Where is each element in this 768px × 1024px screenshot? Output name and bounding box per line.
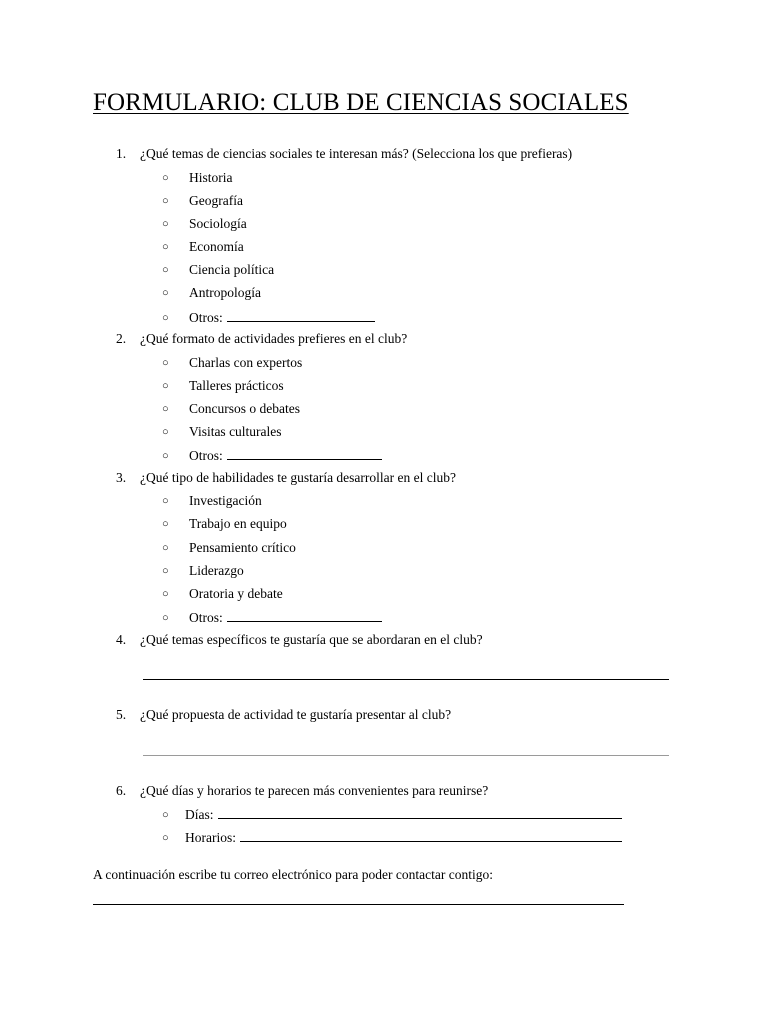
circle-bullet-icon[interactable]: ○: [162, 264, 169, 276]
option-otros-2[interactable]: [162, 446, 382, 466]
option-charlas[interactable]: [162, 354, 302, 373]
question-5: [116, 706, 451, 724]
circle-bullet-icon[interactable]: ○: [162, 450, 169, 462]
answer-line-4[interactable]: [143, 679, 669, 680]
circle-bullet-icon[interactable]: ○: [162, 612, 169, 624]
option-label: Talleres prácticos: [189, 378, 284, 393]
option-label: Otros:: [189, 610, 223, 625]
question-text: ¿Qué propuesta de actividad te gustaría presentar al club?: [140, 707, 452, 722]
circle-bullet-icon[interactable]: ○: [162, 495, 169, 507]
email-prompt: A continuación escribe tu correo electrónico para poder contactar contigo:: [93, 867, 493, 882]
option-label: Antropología: [189, 285, 261, 300]
circle-bullet-icon[interactable]: ○: [162, 195, 169, 207]
circle-bullet-icon[interactable]: ○: [162, 426, 169, 438]
option-label: Trabajo en equipo: [189, 516, 287, 531]
option-label: Charlas con expertos: [189, 355, 303, 370]
option-label: Sociología: [189, 216, 247, 231]
question-3: [116, 469, 456, 487]
circle-bullet-icon: ○: [162, 809, 169, 821]
question-number: 6.: [116, 783, 127, 798]
question-number: 5.: [116, 707, 127, 722]
question-4: [116, 631, 483, 649]
question-number: 1.: [116, 146, 127, 161]
option-label: Historia: [189, 170, 233, 185]
question-number: 2.: [116, 331, 127, 346]
circle-bullet-icon[interactable]: ○: [162, 172, 169, 184]
option-dias: [162, 805, 622, 825]
circle-bullet-icon[interactable]: ○: [162, 287, 169, 299]
option-antropologia[interactable]: [162, 284, 261, 303]
circle-bullet-icon[interactable]: ○: [162, 565, 169, 577]
circle-bullet-icon[interactable]: ○: [162, 588, 169, 600]
option-label: Otros:: [189, 310, 223, 325]
option-label: Liderazgo: [189, 563, 244, 578]
question-text: ¿Qué tipo de habilidades te gustaría desarrollar en el club?: [140, 470, 456, 485]
option-concursos[interactable]: [162, 400, 300, 419]
option-label: Ciencia política: [189, 262, 275, 277]
option-historia[interactable]: [162, 169, 233, 188]
option-pensamiento-critico[interactable]: [162, 539, 296, 558]
dias-blank-field[interactable]: [218, 805, 622, 819]
option-label: Concursos o debates: [189, 401, 300, 416]
question-number: 3.: [116, 470, 127, 485]
option-investigacion[interactable]: [162, 492, 262, 511]
question-1: [116, 145, 572, 163]
question-2: [116, 330, 407, 348]
option-trabajo-equipo[interactable]: [162, 515, 287, 534]
option-sociologia[interactable]: [162, 215, 247, 234]
question-text: ¿Qué formato de actividades prefieres en el club?: [140, 331, 408, 346]
option-otros-1[interactable]: [162, 308, 375, 328]
question-text: ¿Qué días y horarios te parecen más convenientes para reunirse?: [140, 783, 489, 798]
otros-blank-field[interactable]: [227, 446, 382, 460]
circle-bullet-icon[interactable]: ○: [162, 518, 169, 530]
form-title: FORMULARIO: CLUB DE CIENCIAS SOCIALES: [93, 89, 629, 116]
question-number: 4.: [116, 632, 127, 647]
option-visitas[interactable]: [162, 423, 282, 442]
circle-bullet-icon[interactable]: ○: [162, 218, 169, 230]
circle-bullet-icon[interactable]: ○: [162, 241, 169, 253]
option-label: Economía: [189, 239, 244, 254]
option-label: Geografía: [189, 193, 243, 208]
option-label: Visitas culturales: [189, 424, 282, 439]
circle-bullet-icon[interactable]: ○: [162, 403, 169, 415]
option-oratoria[interactable]: [162, 585, 283, 604]
otros-blank-field[interactable]: [227, 308, 375, 322]
circle-bullet-icon[interactable]: ○: [162, 542, 169, 554]
horarios-blank-field[interactable]: [240, 828, 622, 842]
option-geografia[interactable]: [162, 192, 243, 211]
option-horarios: [162, 828, 622, 848]
option-label: Investigación: [189, 493, 262, 508]
option-ciencia-politica[interactable]: [162, 261, 274, 280]
option-label: Horarios:: [185, 830, 236, 845]
option-label: Otros:: [189, 448, 223, 463]
option-economia[interactable]: [162, 238, 244, 257]
option-liderazgo[interactable]: [162, 562, 244, 581]
option-talleres[interactable]: [162, 377, 284, 396]
question-text: ¿Qué temas específicos te gustaría que se abordaran en el club?: [140, 632, 483, 647]
option-otros-3[interactable]: [162, 608, 382, 628]
option-label: Días:: [185, 807, 214, 822]
question-6: [116, 782, 488, 800]
email-blank-field[interactable]: [93, 904, 624, 905]
answer-line-5[interactable]: [143, 755, 669, 756]
circle-bullet-icon[interactable]: ○: [162, 380, 169, 392]
option-label: Pensamiento crítico: [189, 540, 296, 555]
otros-blank-field[interactable]: [227, 608, 382, 622]
circle-bullet-icon[interactable]: ○: [162, 357, 169, 369]
circle-bullet-icon[interactable]: ○: [162, 312, 169, 324]
option-label: Oratoria y debate: [189, 586, 283, 601]
circle-bullet-icon: ○: [162, 832, 169, 844]
question-text: ¿Qué temas de ciencias sociales te interesan más? (Selecciona los que prefieras): [140, 146, 573, 161]
